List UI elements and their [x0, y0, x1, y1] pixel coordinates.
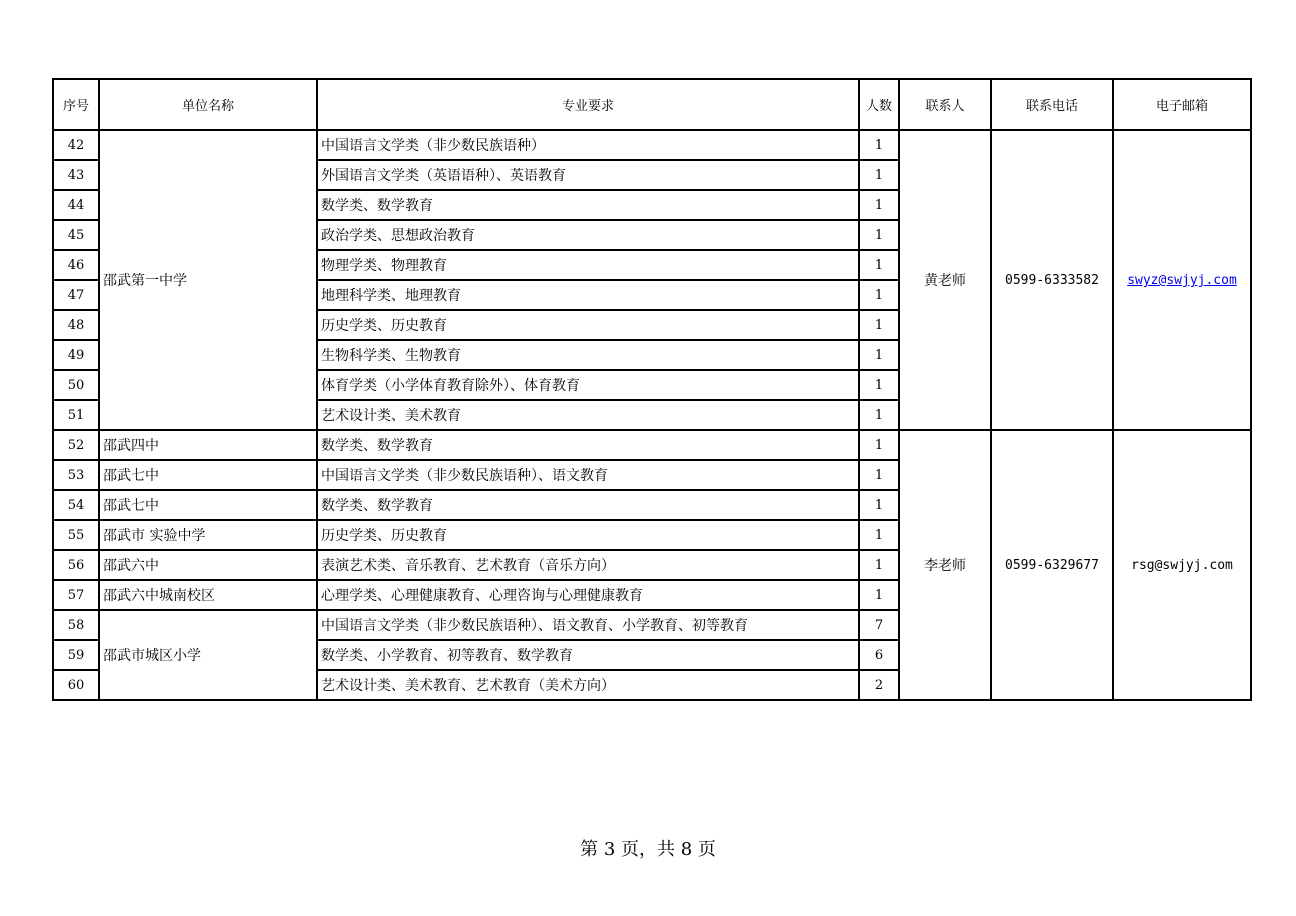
header-email: 电子邮箱: [1113, 79, 1251, 130]
count-cell: 1: [859, 280, 899, 310]
major-cell: 数学类、数学教育: [317, 190, 859, 220]
count-cell: 1: [859, 340, 899, 370]
major-cell: 中国语言文学类（非少数民族语种）: [317, 130, 859, 160]
phone-number: 0599-6333582: [1005, 273, 1099, 288]
major-cell: 数学类、数学教育: [317, 490, 859, 520]
seq-cell: 44: [53, 190, 99, 220]
unit-cell: 邵武市 实验中学: [99, 520, 317, 550]
contact-cell-group2: 李老师: [899, 430, 991, 700]
seq-cell: 47: [53, 280, 99, 310]
count-cell: 1: [859, 490, 899, 520]
count-cell: 1: [859, 220, 899, 250]
count-cell: 1: [859, 580, 899, 610]
major-cell: 心理学类、心理健康教育、心理咨询与心理健康教育: [317, 580, 859, 610]
phone-cell-group1: [991, 130, 1113, 430]
major-cell: 历史学类、历史教育: [317, 520, 859, 550]
seq-cell: 53: [53, 460, 99, 490]
header-major: 专业要求: [317, 79, 859, 130]
count-cell: 1: [859, 130, 899, 160]
seq-cell: 56: [53, 550, 99, 580]
count-cell: 1: [859, 400, 899, 430]
seq-cell: 52: [53, 430, 99, 460]
email-cell-group2: [1113, 430, 1251, 700]
seq-cell: 42: [53, 130, 99, 160]
seq-cell: 51: [53, 400, 99, 430]
seq-cell: 60: [53, 670, 99, 700]
seq-cell: 49: [53, 340, 99, 370]
seq-cell: 54: [53, 490, 99, 520]
unit-cell: 邵武七中: [99, 460, 317, 490]
major-cell: 外国语言文学类（英语语种）、英语教育: [317, 160, 859, 190]
header-count: 人数: [859, 79, 899, 130]
major-cell: 中国语言文学类（非少数民族语种）、语文教育、小学教育、初等教育: [317, 610, 859, 640]
email-text: rsg@swjyj.com: [1131, 558, 1233, 573]
count-cell: 1: [859, 430, 899, 460]
table-row: [53, 130, 1251, 160]
major-cell: 物理学类、物理教育: [317, 250, 859, 280]
header-unit: 单位名称: [99, 79, 317, 130]
count-cell: 1: [859, 190, 899, 220]
major-cell: 中国语言文学类（非少数民族语种）、语文教育: [317, 460, 859, 490]
count-cell: 1: [859, 520, 899, 550]
count-cell: 1: [859, 250, 899, 280]
unit-cell: 邵武四中: [99, 430, 317, 460]
major-cell: 地理科学类、地理教育: [317, 280, 859, 310]
count-cell: 2: [859, 670, 899, 700]
phone-number: 0599-6329677: [1005, 558, 1099, 573]
seq-cell: 50: [53, 370, 99, 400]
major-cell: 艺术设计类、美术教育: [317, 400, 859, 430]
seq-cell: 48: [53, 310, 99, 340]
major-cell: 数学类、数学教育: [317, 430, 859, 460]
unit-cell: 邵武六中: [99, 550, 317, 580]
unit-cell-urban-primary: 邵武市城区小学: [99, 610, 317, 700]
email-cell-group1: [1113, 130, 1251, 430]
major-cell: 表演艺术类、音乐教育、艺术教育（音乐方向）: [317, 550, 859, 580]
count-cell: 1: [859, 310, 899, 340]
count-cell: 1: [859, 370, 899, 400]
recruitment-table: [52, 78, 1252, 701]
count-cell: 7: [859, 610, 899, 640]
unit-cell: 邵武六中城南校区: [99, 580, 317, 610]
major-cell: 政治学类、思想政治教育: [317, 220, 859, 250]
header-seq: 序号: [53, 79, 99, 130]
seq-cell: 58: [53, 610, 99, 640]
unit-cell: 邵武七中: [99, 490, 317, 520]
major-cell: 历史学类、历史教育: [317, 310, 859, 340]
header-row: [53, 79, 1251, 130]
major-cell: 数学类、小学教育、初等教育、数学教育: [317, 640, 859, 670]
count-cell: 1: [859, 460, 899, 490]
seq-cell: 57: [53, 580, 99, 610]
table-row: [53, 430, 1251, 460]
header-phone: 联系电话: [991, 79, 1113, 130]
major-cell: 生物科学类、生物教育: [317, 340, 859, 370]
seq-cell: 46: [53, 250, 99, 280]
count-cell: 1: [859, 160, 899, 190]
email-link[interactable]: swyz@swjyj.com: [1127, 273, 1237, 288]
seq-cell: 55: [53, 520, 99, 550]
seq-cell: 45: [53, 220, 99, 250]
major-cell: 艺术设计类、美术教育、艺术教育（美术方向）: [317, 670, 859, 700]
header-contact: 联系人: [899, 79, 991, 130]
phone-cell-group2: [991, 430, 1113, 700]
count-cell: 6: [859, 640, 899, 670]
count-cell: 1: [859, 550, 899, 580]
major-cell: 体育学类（小学体育教育除外）、体育教育: [317, 370, 859, 400]
contact-cell-group1: 黄老师: [899, 130, 991, 430]
seq-cell: 59: [53, 640, 99, 670]
unit-cell-no1-middle-school: 邵武第一中学: [99, 130, 317, 430]
seq-cell: 43: [53, 160, 99, 190]
page-footer: 第 3 页，共 8 页: [580, 839, 716, 860]
